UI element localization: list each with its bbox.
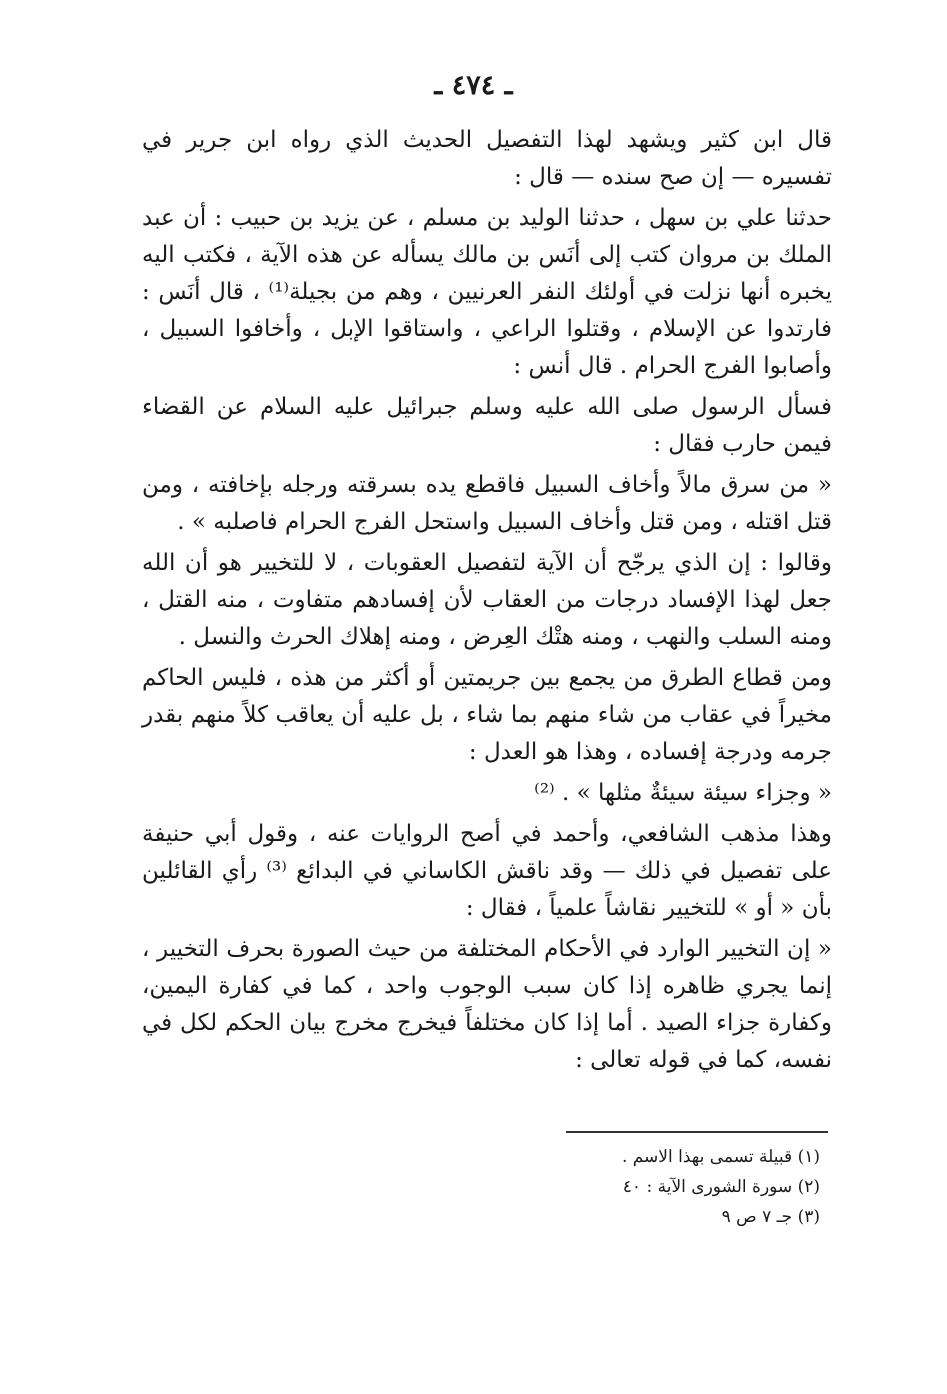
paragraph: فسأل الرسول صلى الله عليه وسلم جبرائيل عليه السلام عن القضاء فيمن حارب فقال :	[142, 394, 832, 457]
page-number: ـ ٤٧٤ ـ	[434, 70, 513, 101]
footnote-3: (٣) جـ ٧ ص ٩	[721, 1207, 820, 1227]
paragraph: وهذا مذهب الشافعي، وأحمد في أصح الروايات عنه ، وقول أبي حنيفة على تفصيل في ذلك — وقد ناقش الكاساني في البدائع ⁽³⁾ رأي القائلين بأن « أو » للتخيير نقاشاً علمياً ، فقال :	[142, 821, 832, 921]
main-text	[142, 122, 832, 1083]
paragraph: ومن قطاع الطرق من يجمع بين جريمتين أو أكثر من هذه ، فليس الحاكم مخيراً في عقاب من شاء منهم بما شاء ، بل عليه أن يعاقب كلاً منهم بقدر جرمه ودرجة إفساده ، وهذا هو العدل :	[142, 665, 832, 765]
footnote-divider	[566, 1131, 828, 1133]
footnotes	[470, 1142, 820, 1232]
paragraph: وقالوا : إن الذي يرجّح أن الآية لتفصيل العقوبات ، لا للتخيير هو أن الله جعل لهذا الإفساد درجات من العقاب لأن إفسادهم متفاوت ، منه القتل ، ومنه السلب والنهب ، ومنه هتْك العِرض ، ومنه إهلاك الحرث والنسل .	[142, 550, 832, 650]
footnote-2: (٢) سورة الشورى الآية : ٤٠	[622, 1177, 820, 1197]
quran-quote: « وجزاء سيئة سيئةٌ مثلها » . ⁽²⁾	[534, 780, 832, 806]
paragraph: « من سرق مالاً وأخاف السبيل فاقطع يده بسرقته ورجله بإخافته ، ومن قتل اقتله ، ومن قتل وأخاف السبيل واستحل الفرج الحرام فاصلبه » .	[142, 472, 832, 535]
paragraph: حدثنا علي بن سهل ، حدثنا الوليد بن مسلم ، عن يزيد بن حبيب : أن عبد الملك بن مروان كتب إلى أنَس بن مالك يسأله عن هذه الآية ، فكتب اليه يخبره أنها نزلت في أولئك النفر العرنيين ، وهم من بجيلة⁽¹⁾ ، قال أنَس : فارتدوا عن الإسلام ، وقتلوا الراعي ، واستاقوا الإبل ، وأخافوا السبيل ، وأصابوا الفرج الحرام . قال أنس :	[142, 205, 832, 379]
footnote-1: (١) قبيلة تسمى بهذا الاسم .	[621, 1147, 820, 1167]
paragraph: « إن التخيير الوارد في الأحكام المختلفة من حيث الصورة بحرف التخيير ، إنما يجري ظاهره إذا كان سبب الوجوب واحد ، كما في كفارة اليمين، وكفارة جزاء الصيد . أما إذا كان مختلفاً فيخرج مخرج بيان الحكم لكل في نفسه، كما في قوله تعالى :	[142, 936, 832, 1073]
paragraph: قال ابن كثير ويشهد لهذا التفصيل الحديث الذي رواه ابن جرير في تفسيره — إن صح سنده — قال :	[142, 127, 832, 190]
